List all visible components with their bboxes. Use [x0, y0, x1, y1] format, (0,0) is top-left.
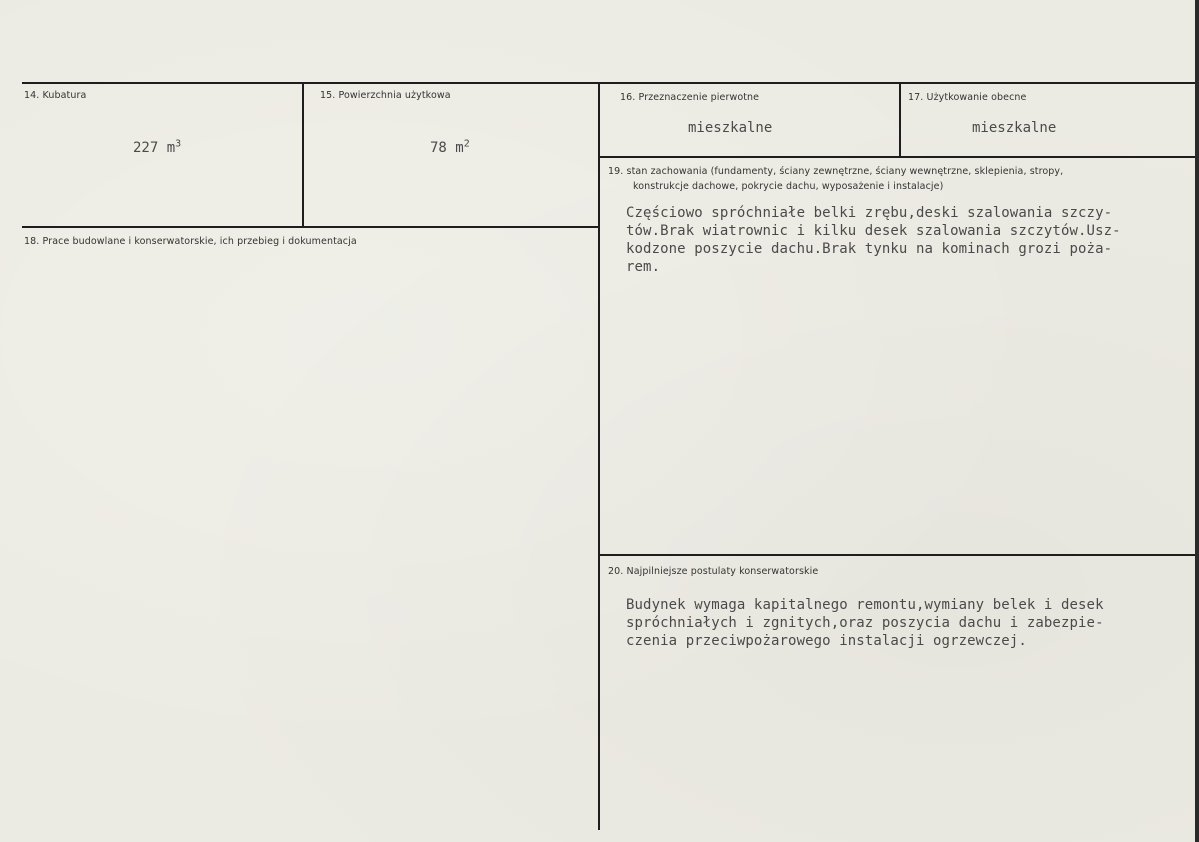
- section20-top-rule: [600, 554, 1199, 556]
- divider-14-15: [302, 82, 304, 228]
- top-rule: [22, 82, 1199, 84]
- prace-label: 18. Prace budowlane i konserwatorskie, ich przebieg i dokumentacja: [24, 236, 357, 247]
- row1-bottom-rule: [22, 226, 600, 228]
- main-column-divider: [598, 82, 600, 830]
- kubatura-label: 14. Kubatura: [24, 90, 87, 101]
- divider-16-17: [899, 82, 901, 158]
- uzytkowanie-value: mieszkalne: [972, 120, 1057, 136]
- uzytkowanie-label: 17. Użytkowanie obecne: [908, 92, 1027, 103]
- przeznaczenie-label: 16. Przeznaczenie pierwotne: [620, 92, 760, 103]
- stan-text: Częściowo spróchniałe belki zrębu,deski szalowania szczy- tów.Brak wiatrownic i kilku desek szalowania szczytów.Usz- kodzone poszycie dachu.Brak tynku na kominach grozi poża- rem.: [626, 205, 1121, 275]
- postulaty-label: 20. Najpilniejsze postulaty konserwatorskie: [608, 566, 819, 577]
- kubatura-exponent: 3: [175, 138, 182, 150]
- powierzchnia-exponent: 2: [463, 138, 470, 150]
- kubatura-value: 227 $m^3$: [133, 138, 182, 156]
- powierzchnia-label: 15. Powierzchnia użytkowa: [320, 90, 451, 101]
- postulaty-text: Budynek wymaga kapitalnego remontu,wymiany belek i desek spróchniałych i zgnitych,oraz poszycia dachu i zabezpie- czenia przeciwpożarowego instalacji ogrzewczej.: [626, 597, 1104, 649]
- powierzchnia-value: 78 $m^2$: [430, 138, 470, 156]
- stan-label-line1: 19. stan zachowania (fundamenty, ściany zewnętrzne, ściany wewnętrzne, sklepienia, stropy,: [608, 166, 1064, 177]
- stan-label-line2: konstrukcje dachowe, pokrycie dachu, wyposażenie i instalacje): [633, 181, 944, 192]
- page-edge: [1195, 0, 1199, 842]
- przeznaczenie-value: mieszkalne: [688, 120, 773, 136]
